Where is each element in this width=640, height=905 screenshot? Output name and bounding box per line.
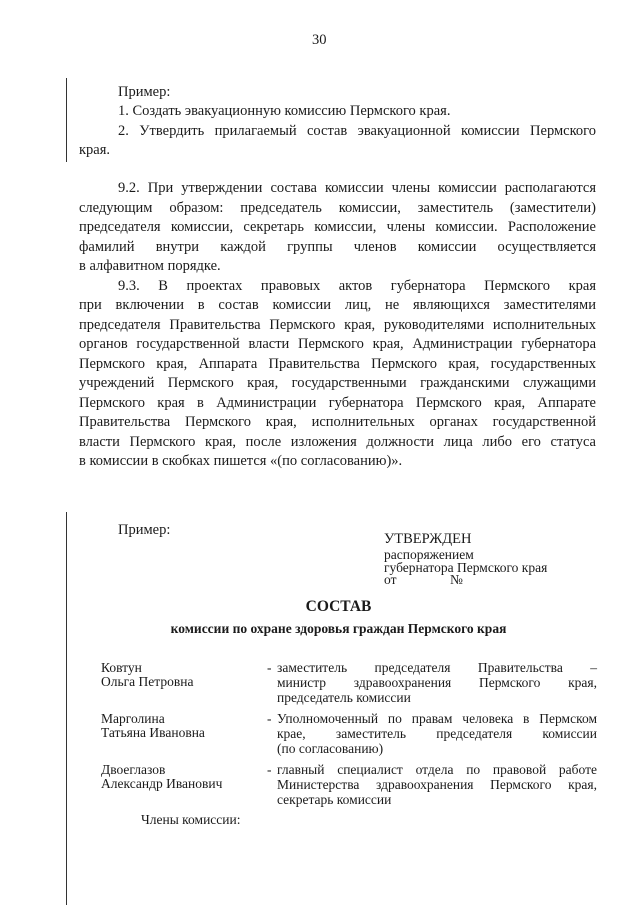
member-role-line: Министерства здравоохранения Пермского края, <box>277 777 597 792</box>
section-9-2-line: в алфавитном порядке. <box>79 258 221 274</box>
section-9-2-line: 9.2. При утверждении состава комиссии члены комиссии располагаются <box>118 180 596 196</box>
section-9-2-line: фамилий внутри каждой группы членов комиссии осуществляется <box>79 239 596 255</box>
section-9-2-line: следующим образом: председатель комиссии, заместитель (заместители) <box>79 200 596 216</box>
member-role-line: главный специалист отдела по правовой работе <box>277 762 597 777</box>
member-role-line: крае, заместитель председателя комиссии <box>277 726 597 741</box>
member-dash: - <box>267 660 272 675</box>
member-role-line: (по согласованию) <box>277 741 384 756</box>
member-role <box>277 711 597 756</box>
members-label: Члены комиссии: <box>141 812 241 827</box>
example1-label: Пример: <box>118 84 171 100</box>
member-role-line: председатель комиссии <box>277 690 411 705</box>
composition-subheading: комиссии по охране здоровья граждан Пермского края <box>170 621 507 636</box>
approved-from-label: от <box>384 572 397 587</box>
member-surname: Марголина <box>101 711 165 726</box>
member-dash: - <box>267 711 272 726</box>
member-surname: Двоеглазов <box>101 762 166 777</box>
approved-number-label: № <box>450 572 463 587</box>
section-9-3-line: председателя Правительства Пермского края, руководителями исполнительных <box>79 317 596 333</box>
member-role-line: министр здравоохранения Пермского края, <box>277 675 597 690</box>
approved-title: УТВЕРЖДЕН <box>384 531 472 547</box>
section-9-3-line: учреждений Пермского края, государственными гражданскими служащими <box>79 375 596 391</box>
margin-bar-top <box>66 78 67 162</box>
member-name: Ольга Петровна <box>101 674 194 689</box>
member-role-line: Уполномоченный по правам человека в Пермском <box>277 711 597 726</box>
approved-line2: губернатора Пермского края <box>384 560 548 575</box>
example2-label: Пример: <box>118 522 171 538</box>
example1-item2-line2: края. <box>79 142 111 158</box>
member-role-line: заместитель председателя Правительства – <box>277 660 597 675</box>
member-role <box>277 660 597 705</box>
member-surname: Ковтун <box>101 660 142 675</box>
member-role <box>277 762 597 807</box>
margin-bar-bottom <box>66 512 67 905</box>
section-9-3-line: в комиссии в скобках пишется «(по согласованию)». <box>79 453 403 469</box>
approved-line1: распоряжением <box>384 547 474 562</box>
member-dash: - <box>267 762 272 777</box>
page-number: 30 <box>312 32 327 48</box>
member-name: Татьяна Ивановна <box>101 725 205 740</box>
member-role-line: секретарь комиссии <box>277 792 392 807</box>
example1-item2-line1: 2. Утвердить прилагаемый состав эвакуационной комиссии Пермского <box>118 123 596 139</box>
section-9-3-line: 9.3. В проектах правовых актов губернатора Пермского края <box>118 278 596 294</box>
member-name: Александр Иванович <box>101 776 223 791</box>
example1-item1: 1. Создать эвакуационную комиссию Пермского края. <box>118 103 451 119</box>
section-9-3-line: власти Пермского края, после изложения должности лица либо его статуса <box>79 434 596 450</box>
section-9-3-line: органов государственной власти Пермского края, Администрации губернатора <box>79 336 596 352</box>
section-9-3-line: при включении в состав комиссии лиц, не являющихся заместителями <box>79 297 596 313</box>
section-9-3-line: Правительства Пермского края, исполнительных органах государственной <box>79 414 596 430</box>
section-9-3-line: Пермского края, Аппарата Правительства Пермского края, государственных <box>79 356 596 372</box>
section-9-3-line: Пермского края в Администрации губернатора Пермского края, Аппарате <box>79 395 596 411</box>
composition-heading: СОСТАВ <box>305 598 372 615</box>
section-9-2-line: председателя комиссии, секретарь комиссии, члены комиссии. Расположение <box>79 219 596 235</box>
